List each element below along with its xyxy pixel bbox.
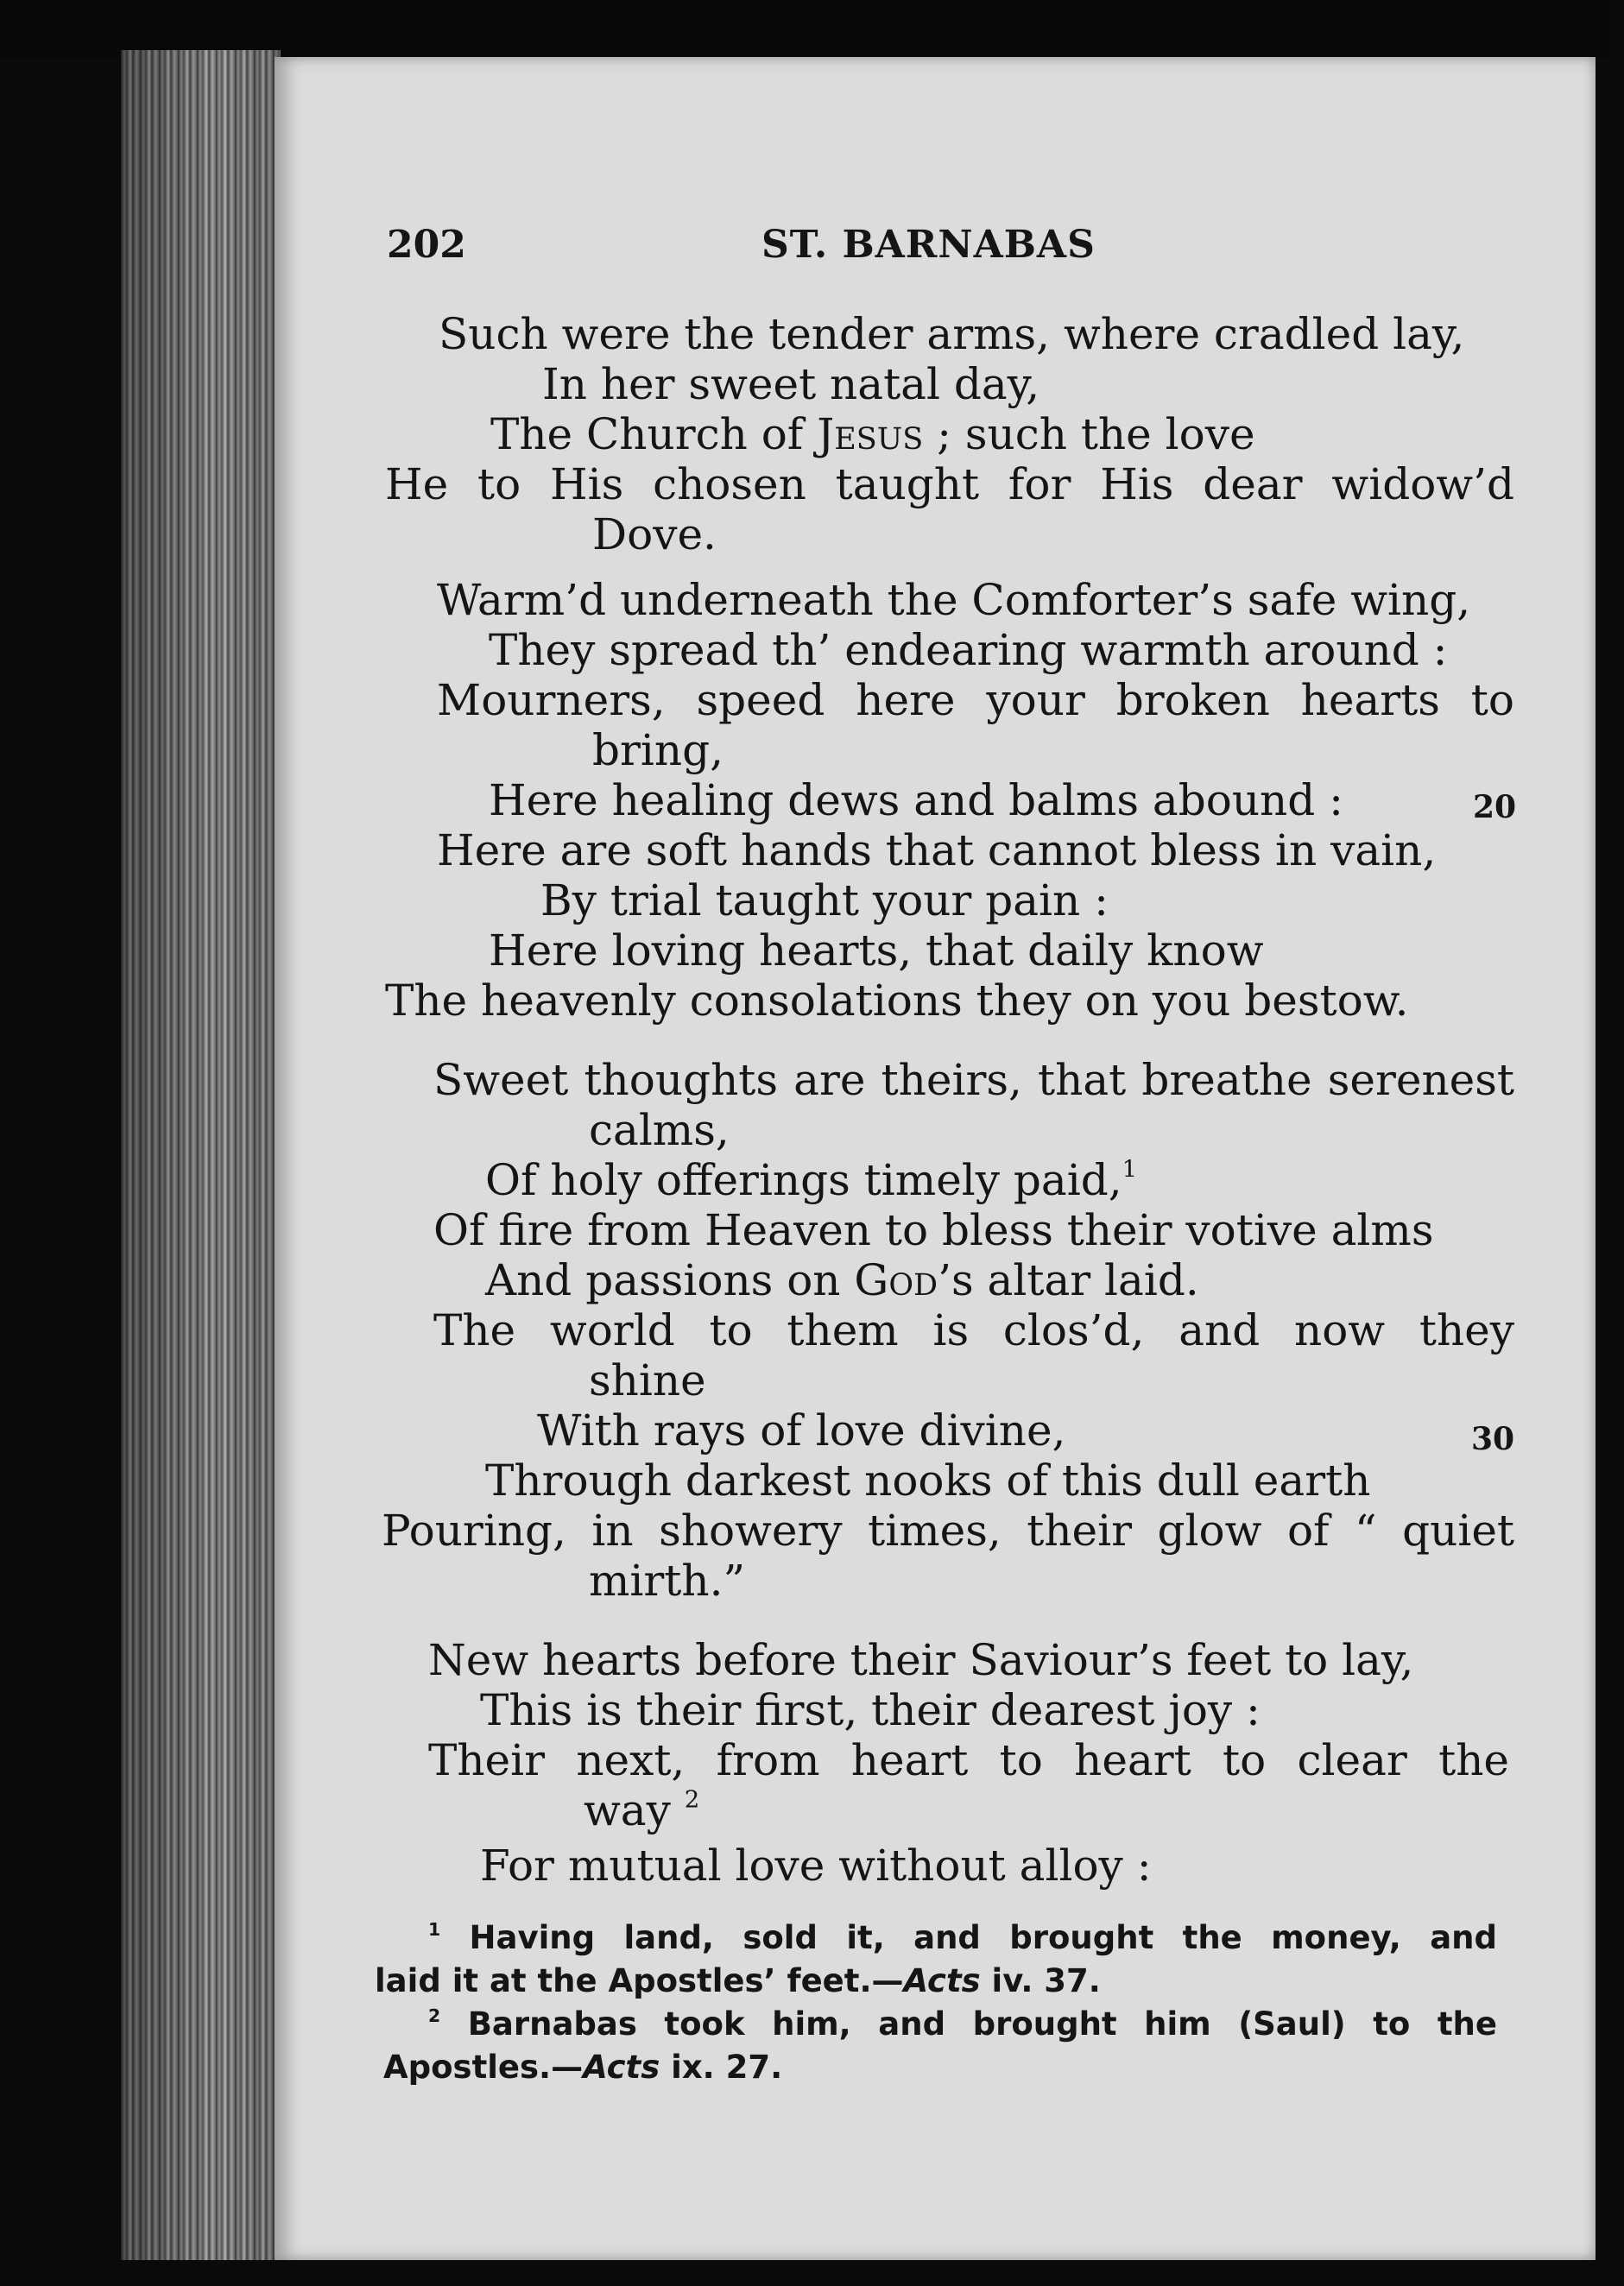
poem-line: They spread th’ endearing warmth around : [489,625,1448,675]
footnote-text: Having land, sold it, and brought the money, and [469,1919,1497,1956]
footnote-text: iv. 37. [980,1962,1101,1999]
poem-line: Dove. [592,509,717,559]
footnote-1-line-2 [375,1962,1101,1999]
poem-line [485,1255,1199,1305]
footnote-ref: 1 [1122,1155,1138,1184]
poem-line: The world to them is clos’d, and now they [433,1305,1514,1355]
footnote-text: Barnabas took him, and brought him (Saul) to the [467,2005,1497,2043]
poem-line: mirth.” [589,1556,746,1606]
footnote-text: Apostles.— [383,2049,584,2086]
poem-line: Here healing dews and balms abound : [489,775,1343,825]
poem-line: Through darkest nooks of this dull earth [485,1456,1371,1506]
poem-line: For mutual love without alloy : [480,1841,1152,1891]
poem-text: Of holy offerings timely paid, [485,1155,1122,1205]
poem-line [485,1155,1138,1205]
line-number: 30 [1471,1421,1515,1457]
footnote-mark: 2 [428,2005,441,2026]
poem-line: New hearts before their Saviour’s feet to lay, [428,1635,1414,1685]
poem-line: In her sweet natal day, [542,359,1040,409]
footnote-text: laid it at the Apostles’ feet.— [375,1962,904,1999]
poem-line: Sweet thoughts are theirs, that breathe serenest [433,1055,1514,1105]
poem-line: He to His chosen taught for His dear widow’d [385,459,1514,509]
poem-line: This is their first, their dearest joy : [480,1685,1261,1735]
footnote-citation: Acts [583,2049,660,2086]
line-number: 20 [1473,789,1517,825]
poem-line: Warm’d underneath the Comforter’s safe wing, [437,575,1471,625]
page-stack-shadow [121,50,281,2260]
scan-border-right [1608,0,1624,2286]
poem-line: By trial taught your pain : [540,875,1109,925]
poem-line: The heavenly consolations they on you bestow. [385,976,1409,1026]
poem-line: Their next, from heart to heart to clear the [428,1735,1509,1785]
poem-line: calms, [589,1105,730,1155]
footnote-citation: Acts [903,1962,981,1999]
poem-line: Pouring, in showery times, their glow of “ quiet [382,1506,1514,1556]
poem-text: ’s altar laid. [938,1255,1199,1305]
poem-text: The Church of [490,409,818,459]
divine-name-god: God [854,1255,938,1305]
poem-line: shine [589,1355,706,1405]
scan-border-bottom [0,2260,1624,2286]
footnote-1-line-1 [428,1918,1497,1956]
poem-line: Of fire from Heaven to bless their votive alms [433,1205,1434,1255]
poem-text: And passions on [485,1255,855,1305]
poem-line: With rays of love divine, [537,1405,1066,1456]
footnote-ref: 2 [684,1785,700,1814]
page-number: 202 [387,223,466,267]
poem-line [584,1785,700,1835]
running-head-title: ST. BARNABAS [761,223,1096,267]
footnote-text: ix. 27. [660,2049,783,2086]
poem-line: Such were the tender arms, where cradled lay, [439,309,1465,359]
poem-text: way [584,1785,671,1835]
divine-name-jesus: Jesus [817,409,924,459]
poem-line: Here loving hearts, that daily know [489,925,1264,976]
poem-line: Here are soft hands that cannot bless in vain, [437,825,1437,875]
poem-line [490,409,1255,459]
footnote-mark: 1 [428,1918,441,1940]
poem-text: ; such the love [923,409,1255,459]
scan-border-top [0,0,1624,57]
footnote-2-line-1 [428,2005,1497,2043]
poem-line: bring, [592,725,724,775]
poem-line: Mourners, speed here your broken hearts to [437,675,1514,725]
footnote-2-line-2 [383,2049,783,2086]
